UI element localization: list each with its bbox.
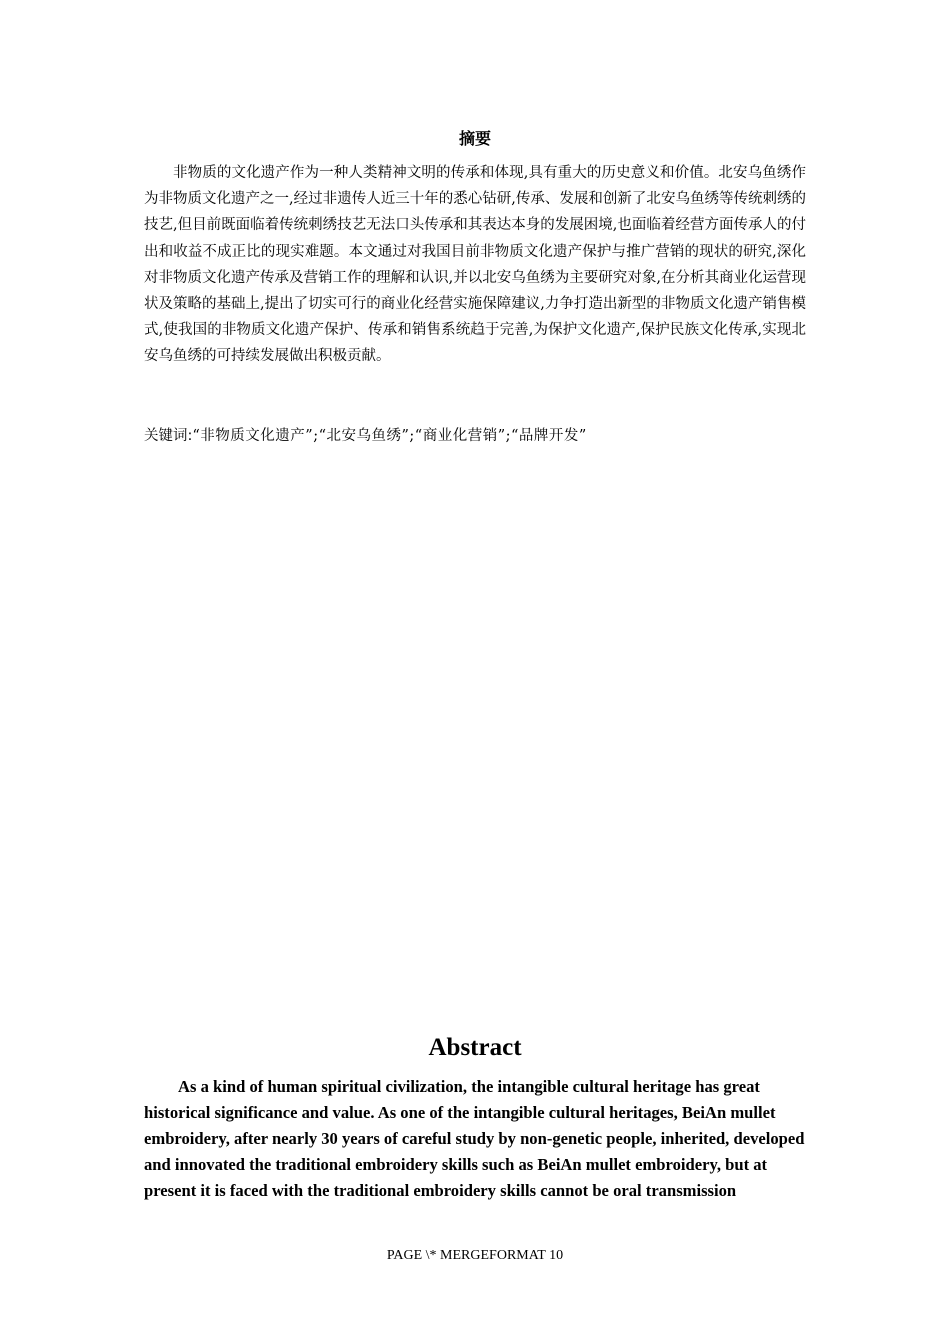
abstract-cn-body: 非物质的文化遗产作为一种人类精神文明的传承和体现,具有重大的历史意义和价值。北安乌鱼绣作为非物质文化遗产之一,经过非遗传人近三十年的悉心钻研,传承、发展和创新了北安乌鱼绣等传统刺绣的技艺,但目前既面临着传统刺绣技艺无法口头传承和其表达本身的发展困境,也面临着经营方面传承人的付出和收益不成正比的现实难题。本文通过对我国目前非物质文化遗产保护与推广营销的现状的研究,深化对非物质文化遗产传承及营销工作的理解和认识,并以北安乌鱼绣为主要研究对象,在分析其商业化运营现状及策略的基础上,提出了切实可行的商业化经营实施保障建议,力争打造出新型的非物质文化遗产销售模式,使我国的非物质文化遗产保护、传承和销售系统趋于完善,为保护文化遗产,保护民族文化传承,实现北安乌鱼绣的可持续发展做出积极贡献。	[144, 165, 806, 365]
keywords-label: 关键词:	[144, 428, 193, 444]
abstract-cn-title: 摘要	[458, 129, 491, 148]
keywords-line	[144, 424, 806, 448]
keywords-list: “非物质文化遗产”;“北安乌鱼绣”;“商业化营销”;“品牌开发”	[192, 428, 587, 444]
page-footer: PAGE \* MERGEFORMAT 10	[386, 1248, 564, 1263]
abstract-en-body: As a kind of human spiritual civilization, the intangible cultural heritage has great historical significance and value. As one of the intangible cultural heritages, BeiAn mullet embroidery, after nearly 30 years of careful study by non-genetic people, inherited, developed and innovated the traditional embroidery skills such as BeiAn mullet embroidery, but at present it is faced with the traditional embroidery skills cannot be oral transmission	[144, 1077, 805, 1200]
abstract-en-title: Abstract	[428, 1034, 522, 1061]
